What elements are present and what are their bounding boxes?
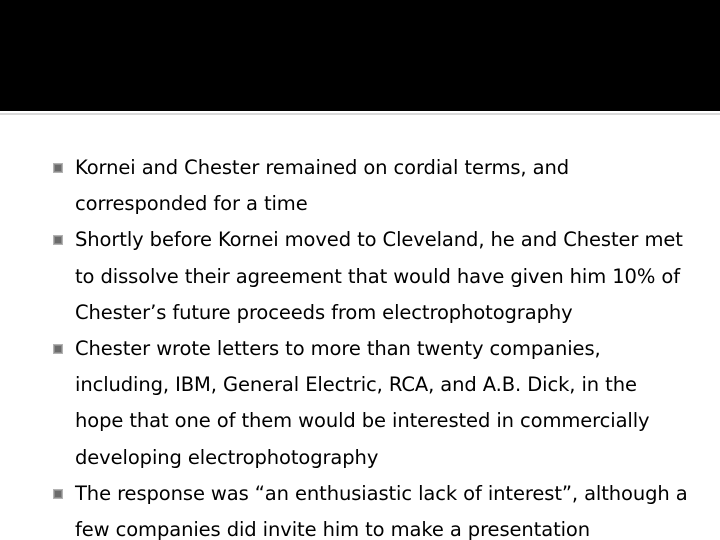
bullet-text: The response was “an enthusiastic lack of interest”, although a few companies did invite him to make a presentation [75, 481, 688, 540]
bullet-item [0, 476, 720, 540]
square-bullet-icon [53, 235, 63, 245]
bullet-text: Shortly before Kornei moved to Cleveland, he and Chester met to dissolve their agreement that would have given him 10% of Chester’s future proceeds from electrophotography [75, 228, 683, 324]
bullet-text: Chester wrote letters to more than twenty companies, including, IBM, General Electric, RCA, and A.B. Dick, in the hope that one of them would be interested in commercially developing electrophotography [75, 337, 650, 469]
title-divider [0, 113, 720, 115]
title-band [0, 0, 720, 111]
bullet-list [0, 150, 720, 540]
square-bullet-icon [53, 489, 63, 499]
bullet-item [0, 331, 720, 476]
square-bullet-icon [53, 344, 63, 354]
bullet-text: Kornei and Chester remained on cordial terms, and corresponded for a time [75, 156, 569, 216]
square-bullet-icon [53, 163, 63, 173]
bullet-item [0, 222, 720, 331]
bullet-item [0, 150, 720, 222]
